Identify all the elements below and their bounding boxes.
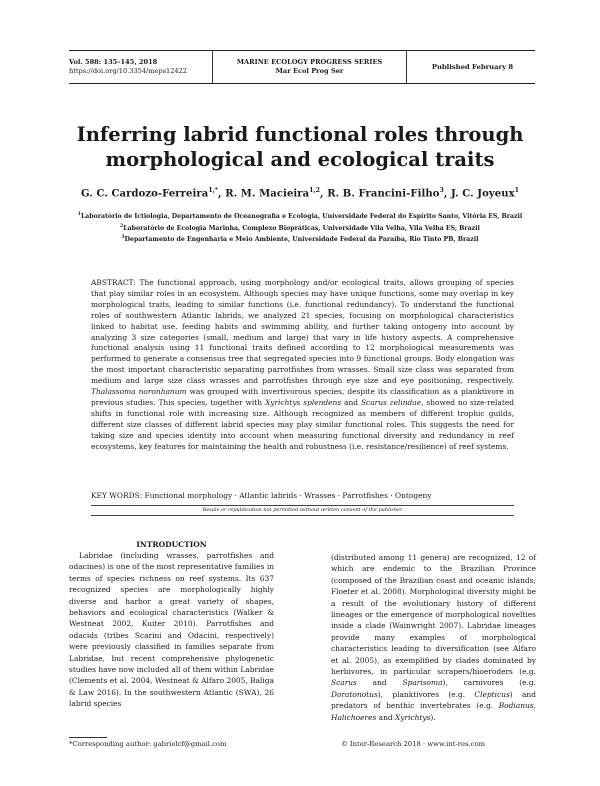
intro-text: and [356,678,403,688]
intro-text: , [533,701,536,711]
species-name: Scarus zelindae [360,397,422,407]
author-sep: , [218,188,226,200]
intro-text: ), planktivores (e.g. [377,689,475,699]
body-column-right [331,552,536,723]
doi-link[interactable]: https://doi.org/10.3354/meps12422 [69,67,187,75]
header-citation [69,58,211,76]
species-name: Thalassoma noronhanum [91,387,187,397]
author-2-affil: 1,2 [309,187,321,194]
genus-name: Doratonotus [331,689,378,699]
corresponding-author: *Corresponding author: gabrielcf@gmail.com [69,740,227,748]
journal-name: MARINE ECOLOGY PROGRESS SERIES [236,58,383,66]
affiliation-3-num: 3 [121,235,125,241]
genus-name: Halichoeres [331,712,377,722]
genus-name: Sparisoma [402,678,443,688]
species-name: Xyrichtys splendens [264,397,342,407]
author-3: R. B. Francini-Filho [327,188,440,200]
author-1-affil: 1,* [208,187,219,194]
abstract-text: was grouped with invertivorous species, despite its classification as a planktivore in previous studies. This species, together with [91,387,514,407]
keywords [91,491,514,500]
author-sep: , [320,188,328,200]
affiliation-1-num: 1 [77,212,81,217]
abstract-text: and [341,397,361,407]
intro-text: ). [430,712,436,722]
section-heading-introduction: INTRODUCTION [136,540,207,549]
author-1: G. C. Cardozo-Ferreira [81,188,209,200]
republication-notice: Resale or republication not permitted without written consent of the publisher [202,507,403,513]
journal-banner [212,50,407,84]
keywords-text: Functional morphology · Atlantic labrids · Wrasses · Parrotfishes · Ontogeny [142,491,432,500]
author-sep: , [443,188,452,200]
divider [91,515,514,516]
intro-paragraph: Labridae (including wrasses, parrotfishes and odacines) is one of the most representative families in terms of species richness on reef systems. Its 637 recognized species are morphologically highly diverse and harbor a great variety of shapes, behaviors and ecological characteristics (Walker & Westneat 2002, Kuiter 2010). Parrotfishes and odacids (tribes Scarini and Odacini, respectively) were previously classified in families separate from Labridae, but recent comprehensive phylogenetic studies have now included all of them within Labridae (Clements et al. 2004, Westneat & Alfaro 2005, Baliga & Law 2016). In the southwestern Atlantic (SWA), 26 labrid species [69,551,274,709]
affiliation-2-text: Laboratório de Ecologia Marinha, Complexo Biopráticas, Universidade Vila Velha, Vila Velha ES, Brazil [123,224,480,232]
header-bottom-rule [69,83,535,84]
genus-name: Clepticus [474,689,510,699]
journal-abbrev: Mar Ecol Prog Ser [275,67,344,75]
title-line-1: Inferring labrid functional roles through [76,123,524,146]
copyright: © Inter-Research 2018 · www.int-res.com [340,740,486,748]
volume-info: Vol. 588: 135–145, 2018 [69,58,158,66]
keywords-label: KEY WORDS: [91,491,143,500]
published-date: Published February 8 [431,63,514,71]
author-4: J. C. Joyeux [451,188,515,200]
abstract-text: The functional approach, using morphology and/or ecological traits, allows grouping of species that play similar roles in an ecosystem. Although species may have unique functions, some may overlap in key morphological traits, leading to similar functions (i.e. functional redundancy). To understand the functional roles of southwestern Atlantic labrids, we analyzed 21 species, focusing on morphological characteristics linked to habitat use, feeding habits and swimming ability, and further taking ontogeny into account by analyzing 3 size categories (small, medium and large) that vary in life history aspects. A comprehensive functional analysis using 11 functional traits defined according to 12 morphological measurements was performed to generate a consensus tree that segregated species into 9 functional groups. Body elongation was the most important characteristic separating parrotfishes from wrasses. Small size class was separated from medium and large size class wrasses and parrotfishes through eye size and eye positioning, respectively. [91,278,514,386]
affiliation-2-num: 2 [120,223,124,229]
affiliation-3-text: Departamento de Engenharia e Meio Ambiente, Universidade Federal da Paraíba, Rio Tinto PB, Brazil [124,236,479,244]
genus-name: Xyrichtys [395,712,431,722]
author-4-affil: 1 [514,187,519,194]
affiliation-2 [60,222,540,234]
intro-text: ) and predators of benthic invertebrates (e.g. [331,689,536,711]
author-list [60,187,540,199]
affiliation-list [60,210,540,245]
abstract-text: , showed no size-related shifts in functional role with increasing size. Although recognized as members of different trophic guilds, different size classes of different labrid species may play similar functional roles. This suggests the need for taking size and species identity into account when measuring functional diversity and redundancy in reef ecosystems, key features for maintaining the health and robustness (i.e. resistance/resilience) of reef systems. [91,397,515,451]
title-line-2: morphological and ecological traits [105,148,495,171]
intro-text: and [376,712,396,722]
divider [91,505,514,506]
affiliation-1-text: Laboratório de Ictiologia, Departamento de Oceanografia e Ecologia, Universidade Federal do Espírito Santo, Vitória ES, Brazil [80,213,523,221]
intro-text: ), carnivores (e.g. [442,678,536,688]
genus-name: Bodianus [498,701,534,711]
genus-name: Scarus [331,678,357,688]
affiliation-1 [60,210,540,222]
author-3-affil: 3 [439,187,444,194]
abstract-label: ABSTRACT: [91,278,136,287]
footnote-rule [69,737,107,738]
article-title [60,122,540,172]
affiliation-3 [60,233,540,245]
body-column-left [69,550,274,710]
intro-paragraph: (distributed among 11 genera) are recognized, 12 of which are endemic to the Brazilian Province (composed of the Brazilian coast and oceanic islands; Floeter et al. 2008). Morphological diversity might be a result of the evolutionary history of different lineages or the emergence of morphological novelties inside a clade (Wainwright 2007). Labridae lineages provide many examples of morphological characteristics leading to diversification (see Alfaro et al. 2005), as exemplified by clades dominated by herbivores, in particular scrapers/bioeroders (e.g. [331,553,536,677]
author-2: R. M. Macieira [225,188,310,200]
abstract [91,278,514,453]
